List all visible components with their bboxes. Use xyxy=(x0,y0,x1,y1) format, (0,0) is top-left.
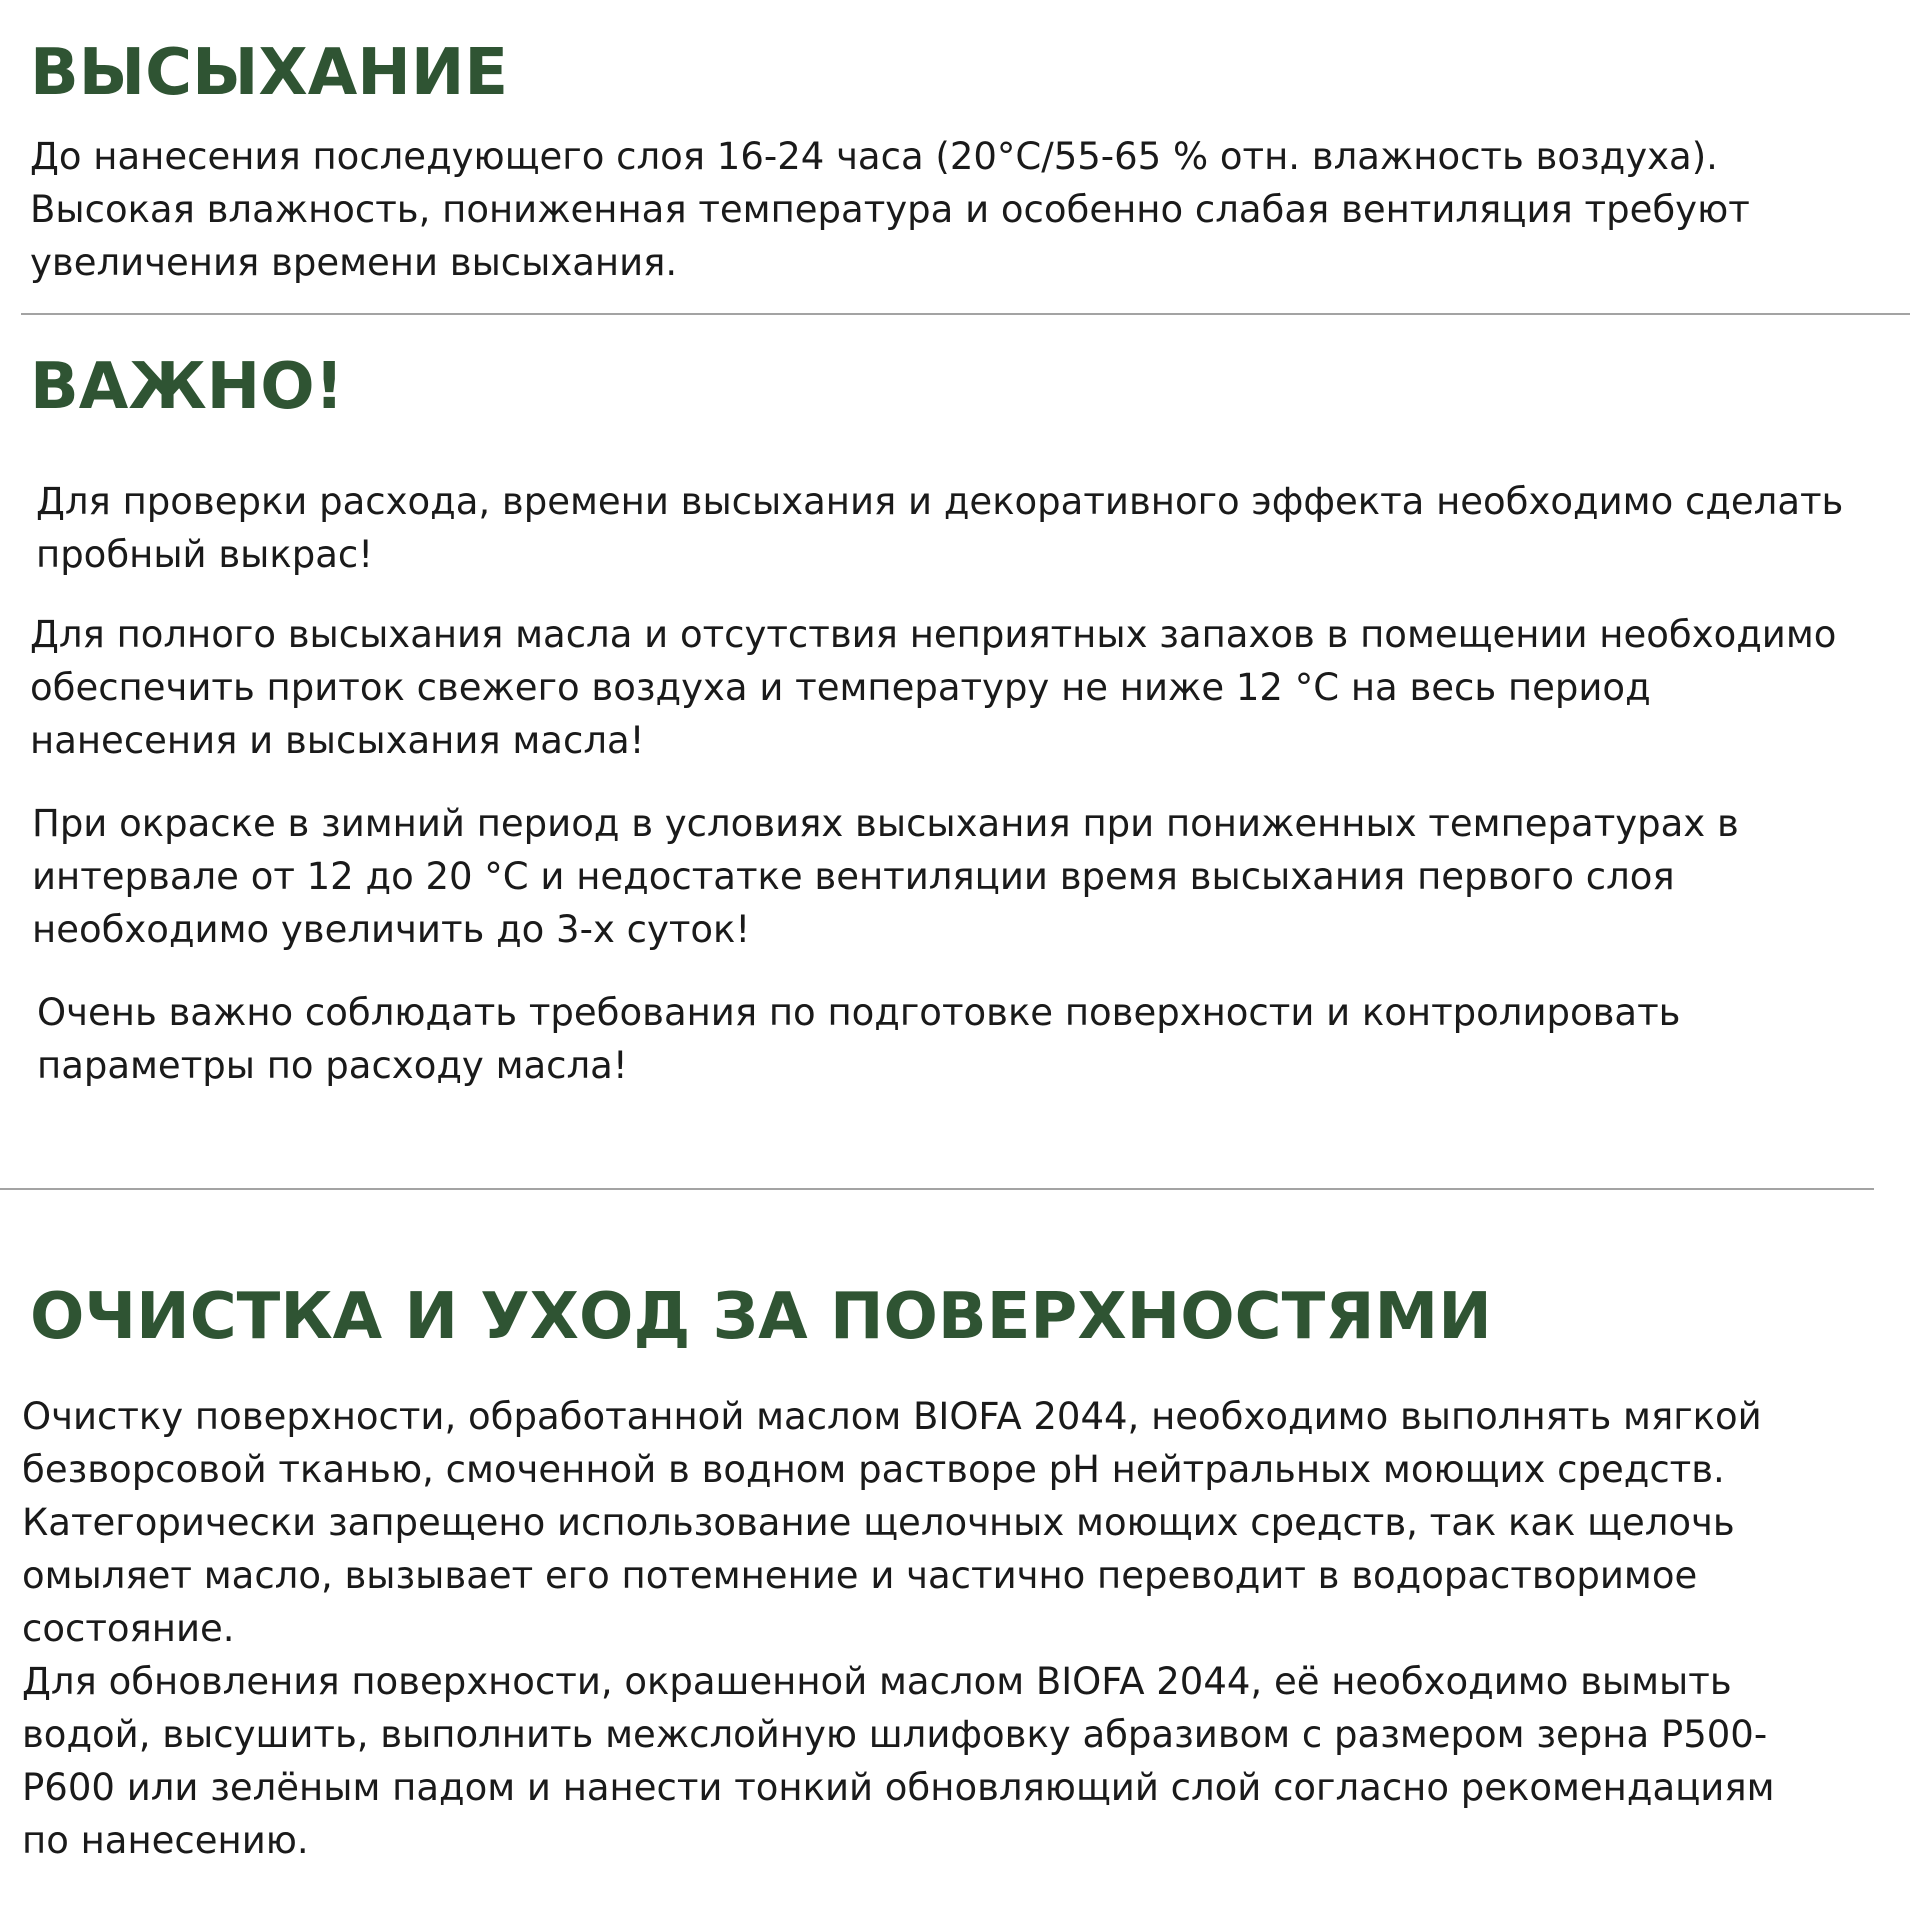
text-line: параметры по расходу масла! xyxy=(37,1044,628,1087)
text-line: обеспечить приток свежего воздуха и температуру не ниже 12 °С на весь период xyxy=(30,666,1651,709)
drying-heading: ВЫСЫХАНИЕ xyxy=(30,36,509,110)
text-line: Для полного высыхания масла и отсутствия неприятных запахов в помещении необходимо xyxy=(30,613,1837,656)
important-heading: ВАЖНО! xyxy=(30,350,344,424)
text-line: Р600 или зелёным падом и нанести тонкий обновляющий слой согласно рекомендациям xyxy=(22,1766,1775,1809)
text-line: интервале от 12 до 20 °С и недостатке вентиляции время высыхания первого слоя xyxy=(32,855,1675,898)
text-line: безворсовой тканью, смоченной в водном растворе pH нейтральных моющих средств. xyxy=(22,1448,1725,1491)
drying-paragraph xyxy=(30,130,1750,289)
text-line: необходимо увеличить до 3-х суток! xyxy=(32,908,751,951)
text-line: пробный выкрас! xyxy=(36,533,374,576)
text-line: Для обновления поверхности, окрашенной маслом BIOFA 2044, её необходимо вымыть xyxy=(22,1660,1732,1703)
text-line: увеличения времени высыхания. xyxy=(30,241,678,284)
important-paragraph-1 xyxy=(36,475,1843,581)
text-line: нанесения и высыхания масла! xyxy=(30,719,645,762)
text-line: омыляет масло, вызывает его потемнение и частично переводит в водорастворимое xyxy=(22,1554,1698,1597)
text-line: состояние. xyxy=(22,1607,235,1650)
important-paragraph-2 xyxy=(30,608,1836,767)
text-line: Очистку поверхности, обработанной маслом BIOFA 2044, необходимо выполнять мягкой xyxy=(22,1395,1762,1438)
text-line: До нанесения последующего слоя 16-24 часа (20°С/55-65 % отн. влажность воздуха). xyxy=(30,135,1718,178)
section-divider xyxy=(0,1188,1874,1190)
text-line: по нанесению. xyxy=(22,1819,309,1862)
text-line: Очень важно соблюдать требования по подготовке поверхности и контролировать xyxy=(37,991,1681,1034)
text-line: водой, высушить, выполнить межслойную шлифовку абразивом с размером зерна Р500- xyxy=(22,1713,1768,1756)
text-line: Категорически запрещено использование щелочных моющих средств, так как щелочь xyxy=(22,1501,1735,1544)
care-heading: ОЧИСТКА И УХОД ЗА ПОВЕРХНОСТЯМИ xyxy=(30,1280,1492,1354)
text-line: Для проверки расхода, времени высыхания и декоративного эффекта необходимо сделать xyxy=(36,480,1844,523)
section-divider xyxy=(21,313,1910,315)
text-line: При окраске в зимний период в условиях высыхания при пониженных температурах в xyxy=(32,802,1739,845)
text-line: Высокая влажность, пониженная температура и особенно слабая вентиляция требуют xyxy=(30,188,1750,231)
important-paragraph-3 xyxy=(32,797,1739,956)
important-paragraph-4 xyxy=(37,986,1680,1092)
care-paragraph xyxy=(22,1390,1775,1867)
